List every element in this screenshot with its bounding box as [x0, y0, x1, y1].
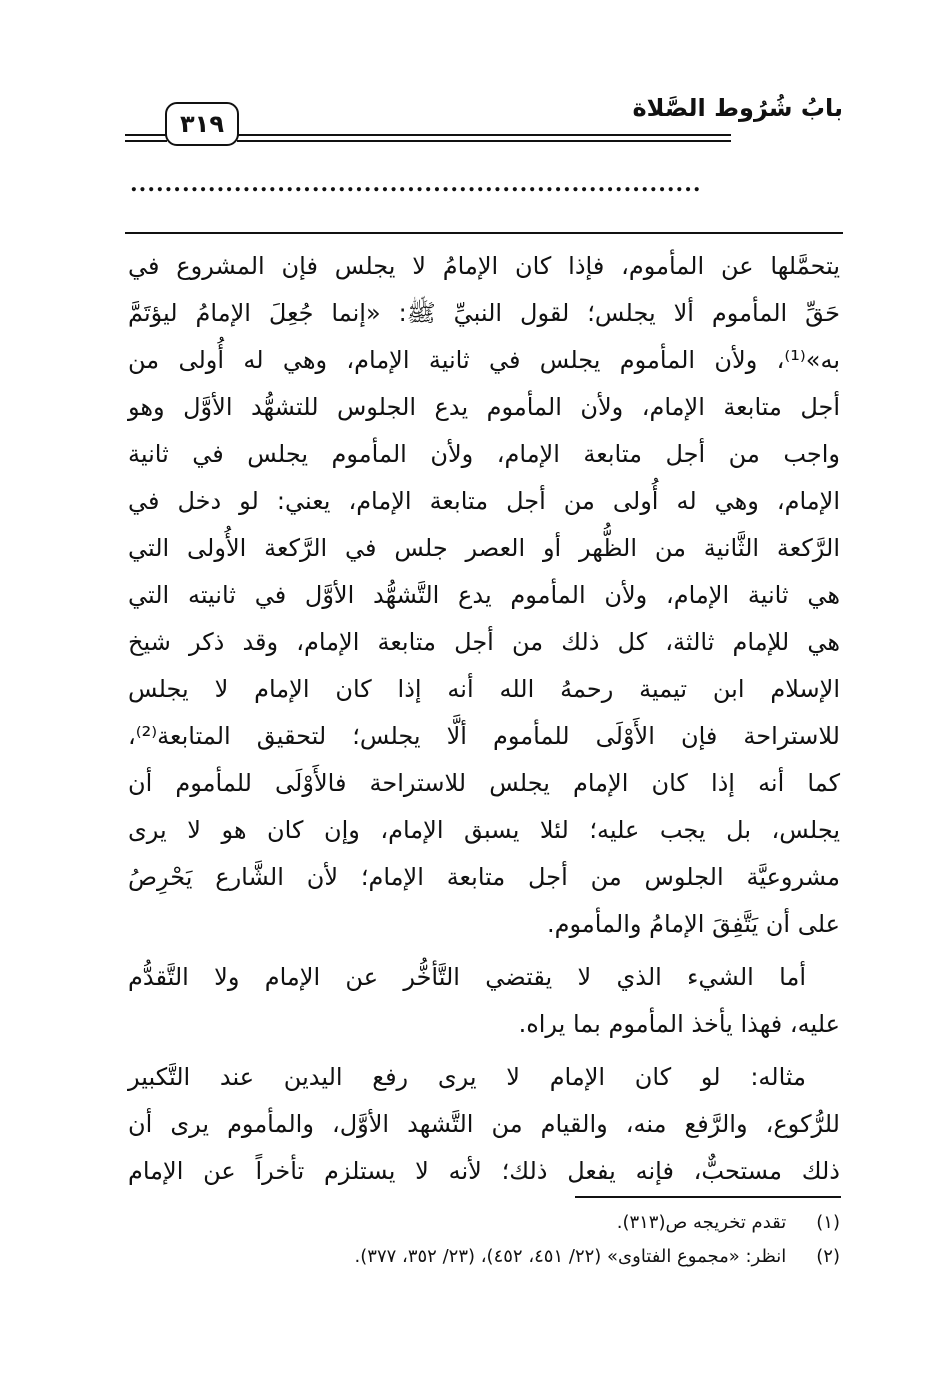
- text-line: الإمام، وهي له أُولى من أجل متابعة الإمام، يعني: لو دخل في: [128, 487, 840, 515]
- text-line: مشروعيَّة الجلوس من أجل متابعة الإمام؛ لأن الشَّارع يَحْرِصُ: [128, 863, 840, 891]
- footnote-text: تقدم تخريجه ص(٣١٣).: [616, 1212, 787, 1233]
- page-number: ٣١٩: [165, 102, 239, 146]
- text-line: للرُّكوع، والرَّفع منه، والقيام من التَّشهد الأوَّل، والمأموم يرى أن: [128, 1110, 840, 1138]
- text-line: هي ثانية الإمام، ولأن المأموم يدع التَّشهُّد الأوَّل في ثانيته التي: [128, 581, 840, 609]
- text-line: ذلك مستحبٌّ، فإنه يفعل ذلك؛ لأنه لا يستلزم تأخراً عن الإمام: [128, 1157, 840, 1185]
- footnote-number: (٢): [816, 1246, 840, 1267]
- footnote-separator: [575, 1196, 841, 1198]
- main-text: [128, 243, 840, 1195]
- paragraph-3: [128, 1054, 840, 1195]
- footnote-2: [130, 1240, 840, 1274]
- text-line: هي للإمام ثالثة، كل ذلك من أجل متابعة الإمام، وقد ذكر شيخ: [128, 628, 840, 656]
- footnote-1: [130, 1206, 840, 1240]
- text-line: على أن يَتَّفِقَ الإمامُ والمأموم.: [546, 910, 840, 938]
- header-separator: [125, 232, 843, 234]
- paragraph-2: [128, 954, 840, 1048]
- text-line: حَقِّ المأموم ألا يجلس؛ لقول النبيِّ ﷺ: «إنما جُعِلَ الإمامُ ليؤتَمَّ: [128, 299, 840, 327]
- header-rule-left-upper: [125, 134, 167, 136]
- text-line: الإسلام ابن تيمية رحمهُ الله أنه إذا كان الإمام لا يجلس: [128, 675, 840, 703]
- footnote-number: (١): [816, 1212, 840, 1233]
- dotted-line: ..................................................................: [130, 172, 702, 196]
- text-line: أما الشيء الذي لا يقتضي التَّأخُّر عن الإمام ولا التَّقدُّم: [128, 963, 806, 991]
- header-rule-lower: [237, 140, 731, 142]
- text-line: الرَّكعة الثَّانية من الظُّهر أو العصر جلس في الرَّكعة الأُولى التي: [128, 534, 840, 562]
- text-line: أجل متابعة الإمام، ولأن المأموم يدع الجلوس للتشهُّد الأوَّل وهو: [128, 393, 840, 421]
- header-rule-left-lower: [125, 140, 167, 142]
- text-line: مثاله: لو كان الإمام لا يرى رفع اليدين عند التَّكبير: [128, 1063, 806, 1091]
- header-rule-upper: [237, 134, 731, 136]
- page-header: [125, 90, 843, 150]
- text-line: واجب من أجل متابعة الإمام، ولأن المأموم يجلس في ثانية: [128, 440, 840, 468]
- chapter-title: بابُ شُرُوط الصَّلاة: [632, 94, 843, 122]
- text-line: للاستراحة فإن الأَوْلَى للمأموم ألَّا يجلس؛ لتحقيق المتابعة⁽²⁾،: [128, 722, 840, 750]
- footnote-text: انظر: «مجموع الفتاوى» (٢٢/ ٤٥١، ٤٥٢)، (٢٣/ ٣٥٢، ٣٧٧).: [354, 1246, 787, 1267]
- text-line: يجلس، بل يجب عليه؛ لئلا يسبق الإمام، وإن كان هو لا يرى: [128, 816, 840, 844]
- text-line: به»⁽¹⁾، ولأن المأموم يجلس في ثانية الإمام، وهي له أُولى من: [128, 346, 840, 374]
- text-line: كما أنه إذا كان الإمام يجلس للاستراحة فالأَوْلَى للمأموم أن: [128, 769, 840, 797]
- footnotes: [130, 1206, 840, 1274]
- text-line: يتحمَّلها عن المأموم، فإذا كان الإمامُ لا يجلس فإن المشروع في: [128, 252, 840, 280]
- paragraph-1: [128, 243, 840, 948]
- text-line: عليه، فهذا يأخذ المأموم بما يراه.: [518, 1010, 840, 1038]
